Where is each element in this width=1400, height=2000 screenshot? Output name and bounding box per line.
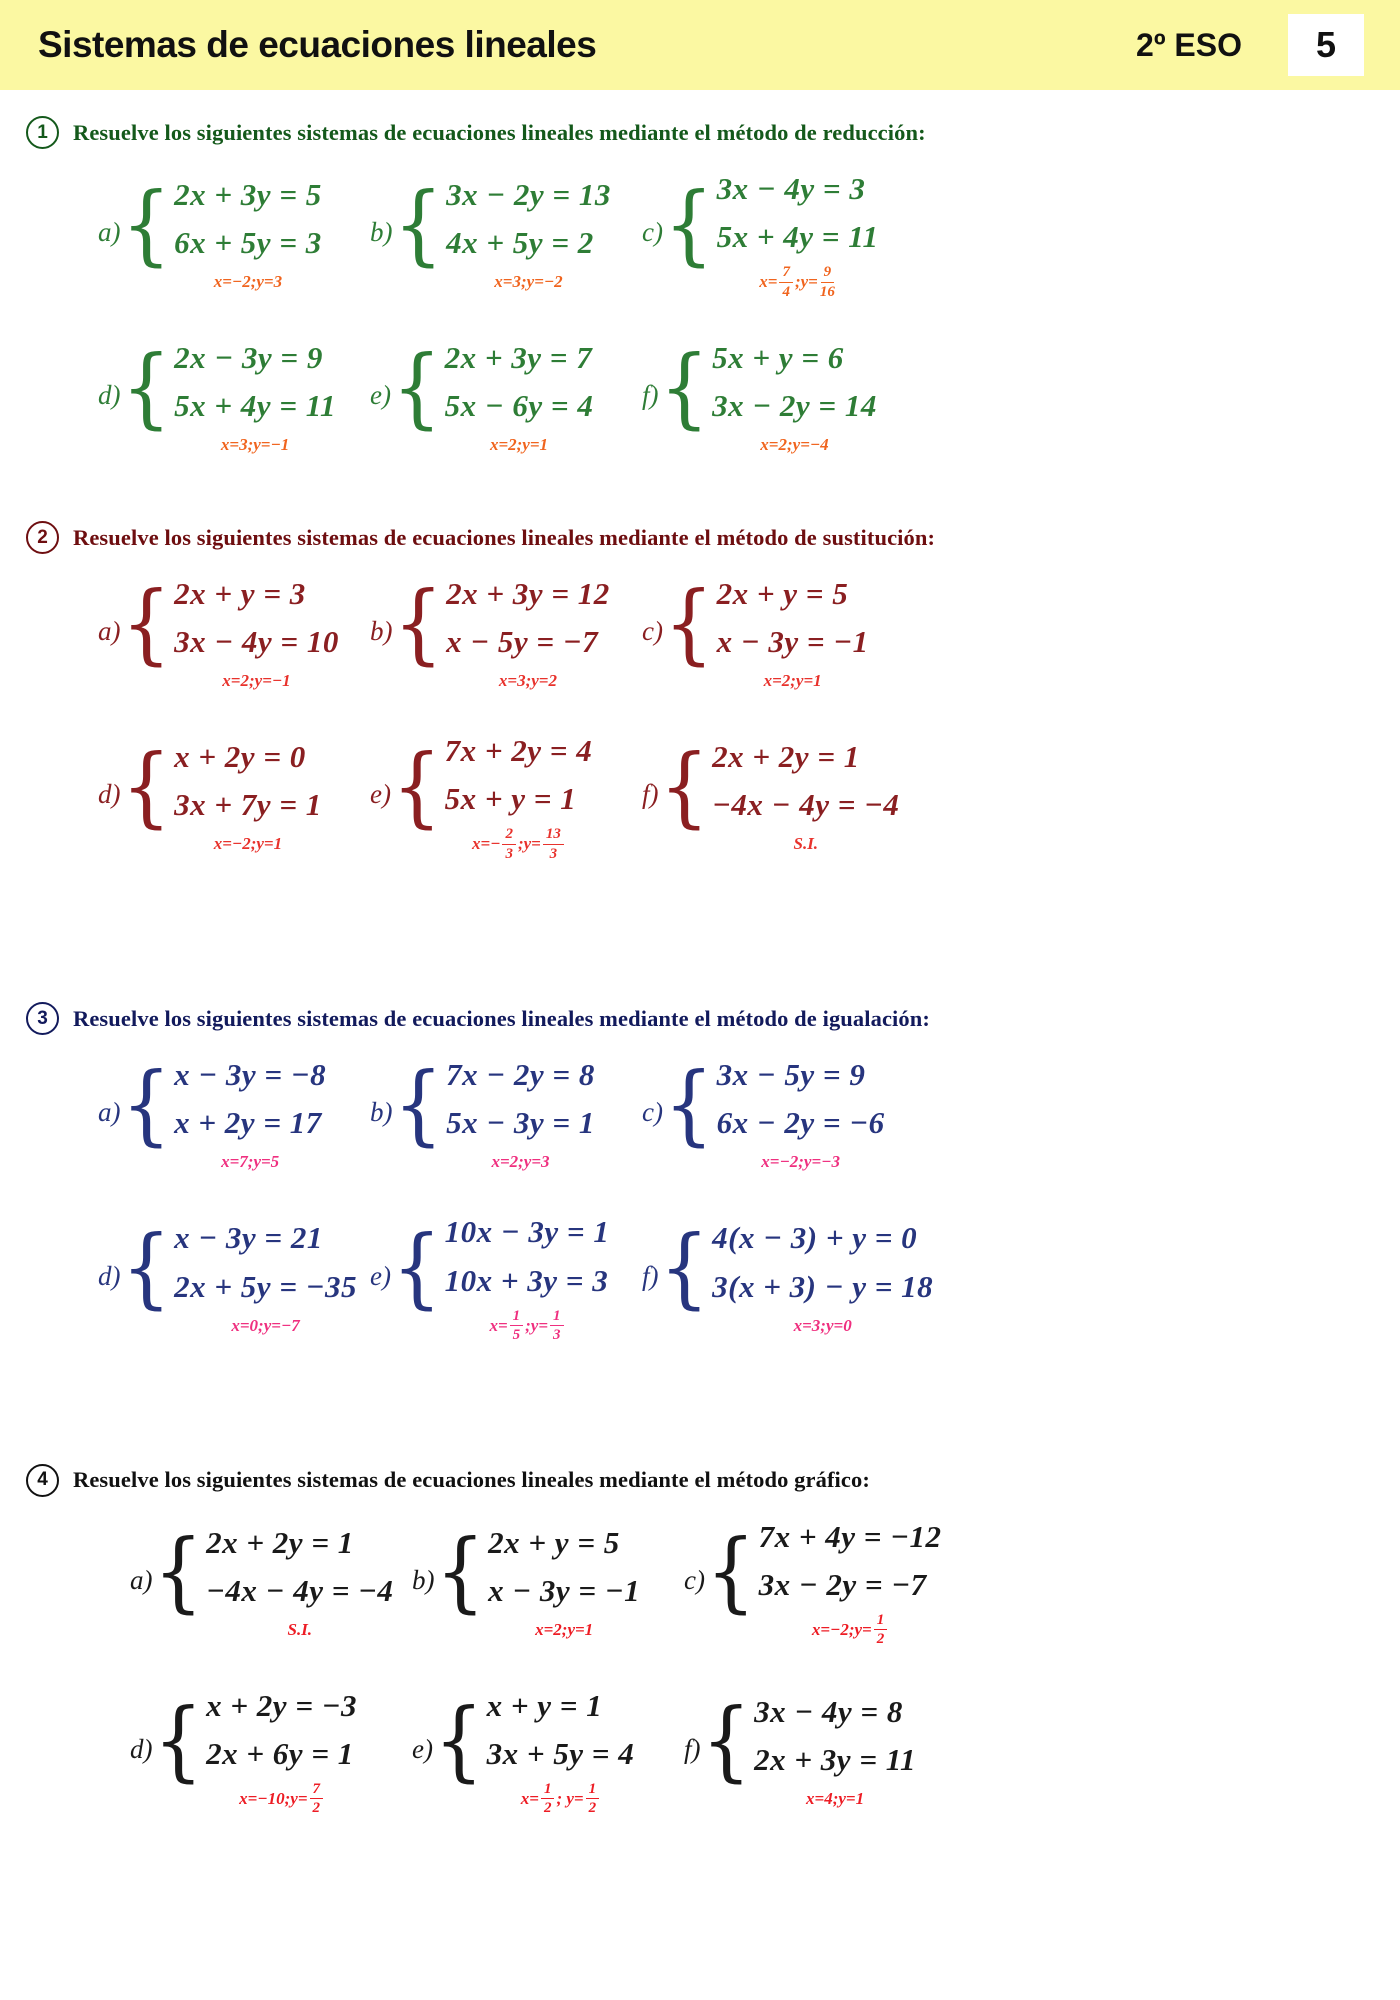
exercise-1-systems xyxy=(98,165,1400,457)
system-brace: { xyxy=(663,174,714,276)
system-column xyxy=(446,1051,595,1174)
fraction-denominator: 16 xyxy=(819,283,835,300)
solution-segment: ;y= xyxy=(525,1315,549,1335)
solution-text xyxy=(487,1781,635,1817)
solution-text xyxy=(206,1618,393,1642)
system-b xyxy=(370,165,628,300)
fraction-numerator: 9 xyxy=(821,264,835,283)
solution-text xyxy=(712,832,899,856)
system-column xyxy=(717,570,869,693)
equation-2: 2x + 5y = −35 xyxy=(174,1268,358,1304)
solution-text xyxy=(712,1314,933,1338)
solution-segment: x=4;y=1 xyxy=(806,1788,865,1808)
equations xyxy=(445,334,594,430)
fraction-numerator: 1 xyxy=(550,1308,564,1327)
system-label: a) xyxy=(98,1097,121,1128)
solution-segment: x=−2;y=3 xyxy=(213,272,283,292)
solution-fraction xyxy=(543,826,564,862)
fraction-denominator: 2 xyxy=(876,1631,885,1648)
solution-text xyxy=(759,1612,942,1648)
solution-segment: x=3;y=0 xyxy=(793,1315,852,1335)
system-a xyxy=(130,1513,398,1648)
system-label: d) xyxy=(98,380,121,411)
exercise-3-systems xyxy=(98,1051,1400,1343)
equation-2: 2x + 3y = 11 xyxy=(754,1741,917,1777)
equation-1: 10x − 3y = 1 xyxy=(444,1214,610,1250)
solution-fraction xyxy=(779,264,793,300)
equation-2: 3x − 2y = 14 xyxy=(712,388,877,424)
system-label: a) xyxy=(98,217,121,248)
system-column xyxy=(488,1519,640,1642)
system-column xyxy=(445,334,594,457)
solution-text xyxy=(174,1150,326,1174)
equation-2: 5x + 4y = 11 xyxy=(716,219,879,255)
equations xyxy=(717,165,879,261)
equation-1: 3x − 4y = 8 xyxy=(754,1693,903,1729)
system-column xyxy=(174,1214,357,1337)
solution-text xyxy=(446,1150,595,1174)
system-column xyxy=(712,334,877,457)
system-column xyxy=(717,165,879,300)
equation-2: 4x + 5y = 2 xyxy=(446,225,594,261)
solution-segment: x=2;y=1 xyxy=(763,671,822,691)
system-brace: { xyxy=(659,1217,710,1319)
system-label: d) xyxy=(98,1260,121,1291)
solution-segment: x=−2;y=−3 xyxy=(761,1152,840,1172)
system-brace: { xyxy=(121,736,172,838)
solution-segment: x=2;y=−4 xyxy=(760,435,829,455)
fraction-denominator: 5 xyxy=(512,1327,521,1344)
system-label: f) xyxy=(684,1733,701,1764)
fraction-numerator: 2 xyxy=(502,826,516,845)
solution-segment: x=2;y=3 xyxy=(491,1152,550,1172)
solution-fraction xyxy=(586,1781,600,1817)
solution-text xyxy=(174,669,339,693)
system-e xyxy=(412,1682,670,1817)
equations xyxy=(488,1519,640,1615)
exercise-4-header xyxy=(26,1464,1400,1497)
equation-1: 2x + 2y = 1 xyxy=(206,1524,354,1560)
system-column xyxy=(445,727,593,862)
fraction-denominator: 2 xyxy=(312,1800,321,1817)
system-column xyxy=(174,1051,326,1174)
equation-2: 5x + 4y = 11 xyxy=(174,388,337,424)
equation-1: 3x − 2y = 13 xyxy=(446,177,611,212)
solution-text xyxy=(754,1787,916,1811)
equations xyxy=(445,1208,610,1304)
equation-2: x + 2y = 17 xyxy=(174,1105,322,1141)
equation-2: 5x − 3y = 1 xyxy=(446,1105,595,1141)
exercise-3-prompt: Resuelve los siguientes sistemas de ecuaciones lineales mediante el método de igualación: xyxy=(73,1005,930,1031)
solution-text xyxy=(717,669,869,693)
system-brace: { xyxy=(153,1690,204,1792)
solution-text xyxy=(174,270,322,294)
solution-text xyxy=(445,1308,610,1344)
system-label: f) xyxy=(642,1260,659,1291)
solution-segment: ;y= xyxy=(794,272,818,292)
equation-1: 2x + y = 3 xyxy=(174,576,306,612)
system-column xyxy=(206,1519,393,1642)
solution-segment: x= xyxy=(489,1315,508,1335)
system-column xyxy=(174,334,336,457)
fraction-numerator: 13 xyxy=(543,826,564,845)
system-brace: { xyxy=(705,1521,756,1623)
equations xyxy=(446,570,610,666)
system-a xyxy=(98,165,356,300)
solution-segment: x= xyxy=(759,272,778,292)
system-label: d) xyxy=(98,779,121,810)
system-brace: { xyxy=(435,1521,486,1623)
equations xyxy=(174,733,322,829)
solution-text xyxy=(717,264,879,300)
system-column xyxy=(759,1513,942,1648)
system-label: a) xyxy=(98,616,121,647)
equation-1: 4(x − 3) + y = 0 xyxy=(712,1220,918,1256)
system-label: b) xyxy=(370,1097,393,1128)
system-label: a) xyxy=(130,1564,153,1595)
equations xyxy=(759,1513,942,1609)
equation-2: 3(x + 3) − y = 18 xyxy=(712,1268,934,1304)
system-brace: { xyxy=(391,736,442,838)
system-f xyxy=(642,334,942,457)
fraction-denominator: 2 xyxy=(588,1800,597,1817)
fraction-denominator: 3 xyxy=(549,845,558,862)
equation-1: 2x + y = 5 xyxy=(716,576,849,612)
equation-2: 6x − 2y = −6 xyxy=(716,1105,885,1141)
fraction-numerator: 7 xyxy=(310,1781,324,1800)
system-brace: { xyxy=(121,573,172,675)
solution-text xyxy=(174,1314,357,1338)
system-label: f) xyxy=(642,779,659,810)
system-column xyxy=(446,171,611,294)
system-brace: { xyxy=(121,1054,172,1156)
system-brace: { xyxy=(391,1217,442,1319)
exercise-3-header xyxy=(26,1002,1400,1035)
solution-text xyxy=(717,1150,885,1174)
system-column xyxy=(487,1682,635,1817)
solution-segment: x=2;y=1 xyxy=(535,1619,594,1639)
equations xyxy=(446,1051,595,1147)
system-e xyxy=(370,334,628,457)
equations xyxy=(712,334,877,430)
equation-1: 3x − 4y = 3 xyxy=(716,171,866,206)
equation-2: 3x + 5y = 4 xyxy=(486,1735,635,1771)
equations xyxy=(717,570,869,666)
solution-segment: ; y= xyxy=(556,1788,584,1808)
system-brace: { xyxy=(391,337,442,439)
exercise-4-systems xyxy=(130,1513,1400,1817)
equation-1: 7x + 4y = −12 xyxy=(758,1518,942,1554)
solution-fraction xyxy=(510,1308,524,1344)
solution-segment: x=2;y=−1 xyxy=(222,671,291,691)
equation-1: 2x + 3y = 5 xyxy=(174,177,322,212)
fraction-numerator: 1 xyxy=(541,1781,555,1800)
equation-1: 2x + 3y = 7 xyxy=(444,340,593,376)
system-e xyxy=(370,727,628,862)
solution-segment: x=3;y=−2 xyxy=(494,272,563,292)
solution-segment: S.I. xyxy=(793,834,819,854)
solution-segment: x=−2;y=1 xyxy=(213,834,283,854)
equations xyxy=(174,570,339,666)
system-label: e) xyxy=(370,779,391,810)
system-a xyxy=(98,1051,356,1174)
fraction-denominator: 3 xyxy=(553,1327,561,1344)
equation-2: 6x + 5y = 3 xyxy=(174,225,322,261)
system-c xyxy=(642,1051,942,1174)
exercise-1-prompt: Resuelve los siguientes sistemas de ecuaciones lineales mediante el método de reducción: xyxy=(73,119,926,145)
system-brace: { xyxy=(393,174,444,276)
fraction-numerator: 1 xyxy=(874,1612,888,1631)
exercise-1-number-badge: 1 xyxy=(26,116,59,149)
exercise-2-header xyxy=(26,521,1400,554)
system-label: e) xyxy=(370,380,391,411)
equation-1: 7x − 2y = 8 xyxy=(446,1057,595,1093)
system-column xyxy=(206,1682,357,1817)
system-column xyxy=(446,570,610,693)
system-f xyxy=(684,1682,984,1817)
equation-2: 10x + 3y = 3 xyxy=(444,1262,609,1298)
equations xyxy=(717,1051,885,1147)
solution-text xyxy=(446,669,610,693)
equations xyxy=(174,334,336,430)
exercise-3 xyxy=(26,1002,1400,1343)
equations xyxy=(754,1688,916,1784)
system-label: b) xyxy=(412,1564,435,1595)
system-brace: { xyxy=(659,337,710,439)
equation-2: x − 3y = −1 xyxy=(716,624,869,660)
page-number-box: 5 xyxy=(1288,14,1364,76)
system-column xyxy=(174,171,322,294)
equation-2: 5x + y = 1 xyxy=(444,781,577,817)
equation-1: x − 3y = −8 xyxy=(174,1057,327,1093)
system-column xyxy=(717,1051,885,1174)
system-f xyxy=(642,727,942,862)
equations xyxy=(174,1051,326,1147)
equations xyxy=(174,1214,357,1310)
fraction-denominator: 3 xyxy=(505,845,513,862)
exercise-1 xyxy=(26,116,1400,457)
exercise-2 xyxy=(26,521,1400,862)
equation-1: 5x + y = 6 xyxy=(712,340,844,376)
system-brace: { xyxy=(393,1054,444,1156)
solution-segment: x= xyxy=(520,1788,539,1808)
system-column xyxy=(174,733,322,856)
system-label: c) xyxy=(642,616,663,647)
header-band xyxy=(0,0,1400,90)
equation-1: x + 2y = 0 xyxy=(174,739,306,775)
fraction-numerator: 7 xyxy=(779,264,793,283)
solution-fraction xyxy=(310,1781,324,1817)
system-b xyxy=(412,1513,670,1648)
system-d xyxy=(98,727,356,862)
system-label: f) xyxy=(642,380,659,411)
solution-fraction xyxy=(820,264,835,300)
solution-segment: x=7;y=5 xyxy=(221,1152,280,1172)
solution-segment: S.I. xyxy=(287,1619,313,1639)
exercise-1-header xyxy=(26,116,1400,149)
system-brace: { xyxy=(701,1690,752,1792)
solution-fraction xyxy=(550,1308,564,1344)
system-b xyxy=(370,570,628,693)
system-d xyxy=(130,1682,398,1817)
system-brace: { xyxy=(121,337,172,439)
fraction-denominator: 4 xyxy=(782,283,790,300)
system-brace: { xyxy=(663,1054,714,1156)
equation-2: 5x − 6y = 4 xyxy=(444,388,594,424)
system-column xyxy=(712,733,899,856)
system-c xyxy=(684,1513,984,1648)
system-label: d) xyxy=(130,1733,153,1764)
solution-text xyxy=(174,832,322,856)
fraction-denominator: 2 xyxy=(543,1800,552,1817)
equation-2: 3x − 2y = −7 xyxy=(758,1566,927,1602)
solution-segment: x=− xyxy=(471,834,501,854)
solution-fraction xyxy=(541,1781,555,1817)
system-column xyxy=(712,1214,933,1337)
equation-2: 2x + 6y = 1 xyxy=(206,1735,354,1771)
system-column xyxy=(174,570,339,693)
equations xyxy=(206,1519,393,1615)
fraction-numerator: 1 xyxy=(586,1781,600,1800)
solution-text xyxy=(206,1781,357,1817)
system-brace: { xyxy=(121,174,172,276)
solution-segment: x=3;y=2 xyxy=(498,671,557,691)
solution-text xyxy=(174,433,336,457)
system-d xyxy=(98,334,356,457)
system-column xyxy=(445,1208,610,1343)
equation-1: 3x − 5y = 9 xyxy=(716,1057,866,1093)
system-brace: { xyxy=(433,1690,484,1792)
equation-1: 2x + y = 5 xyxy=(488,1524,620,1560)
solution-segment: x=−2;y= xyxy=(811,1619,872,1639)
system-c xyxy=(642,165,942,300)
exercise-4 xyxy=(26,1464,1400,1817)
solution-segment: x=0;y=−7 xyxy=(231,1315,300,1335)
equation-2: −4x − 4y = −4 xyxy=(712,787,900,823)
equation-2: x − 3y = −1 xyxy=(488,1572,641,1608)
course-label: 2º ESO xyxy=(1136,26,1242,63)
equation-2: 3x + 7y = 1 xyxy=(174,787,322,823)
system-c xyxy=(642,570,942,693)
equation-1: x + y = 1 xyxy=(486,1687,603,1723)
exercise-3-number-badge: 3 xyxy=(26,1002,59,1035)
equation-1: 2x + 2y = 1 xyxy=(712,739,860,775)
solution-text xyxy=(446,270,611,294)
solution-text xyxy=(445,433,594,457)
equations xyxy=(445,727,593,823)
system-b xyxy=(370,1051,628,1174)
system-d xyxy=(98,1208,356,1343)
system-column xyxy=(754,1688,916,1811)
equation-1: x − 3y = 21 xyxy=(174,1220,323,1256)
solution-segment: x=−10;y= xyxy=(239,1788,308,1808)
system-brace: { xyxy=(393,573,444,675)
solution-text xyxy=(445,826,593,862)
system-label: e) xyxy=(412,1733,433,1764)
system-label: c) xyxy=(684,1564,705,1595)
equations xyxy=(487,1682,635,1778)
equation-1: 2x + 3y = 12 xyxy=(446,576,610,612)
solution-text xyxy=(488,1618,640,1642)
solution-text xyxy=(712,433,877,457)
system-a xyxy=(98,570,356,693)
equation-2: x − 5y = −7 xyxy=(446,624,599,660)
equation-1: x + 2y = −3 xyxy=(206,1687,358,1723)
system-label: c) xyxy=(642,1097,663,1128)
equation-2: −4x − 4y = −4 xyxy=(206,1572,394,1608)
exercise-2-number-badge: 2 xyxy=(26,521,59,554)
solution-segment: x=3;y=−1 xyxy=(220,435,290,455)
system-brace: { xyxy=(659,736,710,838)
exercise-4-prompt: Resuelve los siguientes sistemas de ecuaciones lineales mediante el método gráfico: xyxy=(73,1467,870,1493)
equation-2: 3x − 4y = 10 xyxy=(174,624,339,660)
exercise-2-prompt: Resuelve los siguientes sistemas de ecuaciones lineales mediante el método de sustitución: xyxy=(73,524,936,550)
system-e xyxy=(370,1208,628,1343)
exercise-2-systems xyxy=(98,570,1400,862)
solution-fraction xyxy=(502,826,516,862)
solution-segment: x=2;y=1 xyxy=(489,435,549,455)
equations xyxy=(712,1214,933,1310)
system-brace: { xyxy=(121,1217,172,1319)
equation-1: 2x − 3y = 9 xyxy=(174,340,323,376)
page-title: Sistemas de ecuaciones lineales xyxy=(38,24,597,65)
fraction-numerator: 1 xyxy=(510,1308,524,1327)
system-label: e) xyxy=(370,1260,391,1291)
system-label: c) xyxy=(642,217,663,248)
equations xyxy=(446,171,611,267)
system-brace: { xyxy=(153,1521,204,1623)
equations xyxy=(712,733,899,829)
system-f xyxy=(642,1208,942,1343)
system-label: b) xyxy=(370,616,393,647)
equation-1: 7x + 2y = 4 xyxy=(444,733,593,769)
system-brace: { xyxy=(663,573,714,675)
solution-fraction xyxy=(874,1612,888,1648)
system-label: b) xyxy=(370,217,393,248)
equations xyxy=(206,1682,357,1778)
equations xyxy=(174,171,322,267)
solution-segment: ;y= xyxy=(517,834,541,854)
exercise-4-number-badge: 4 xyxy=(26,1464,59,1497)
